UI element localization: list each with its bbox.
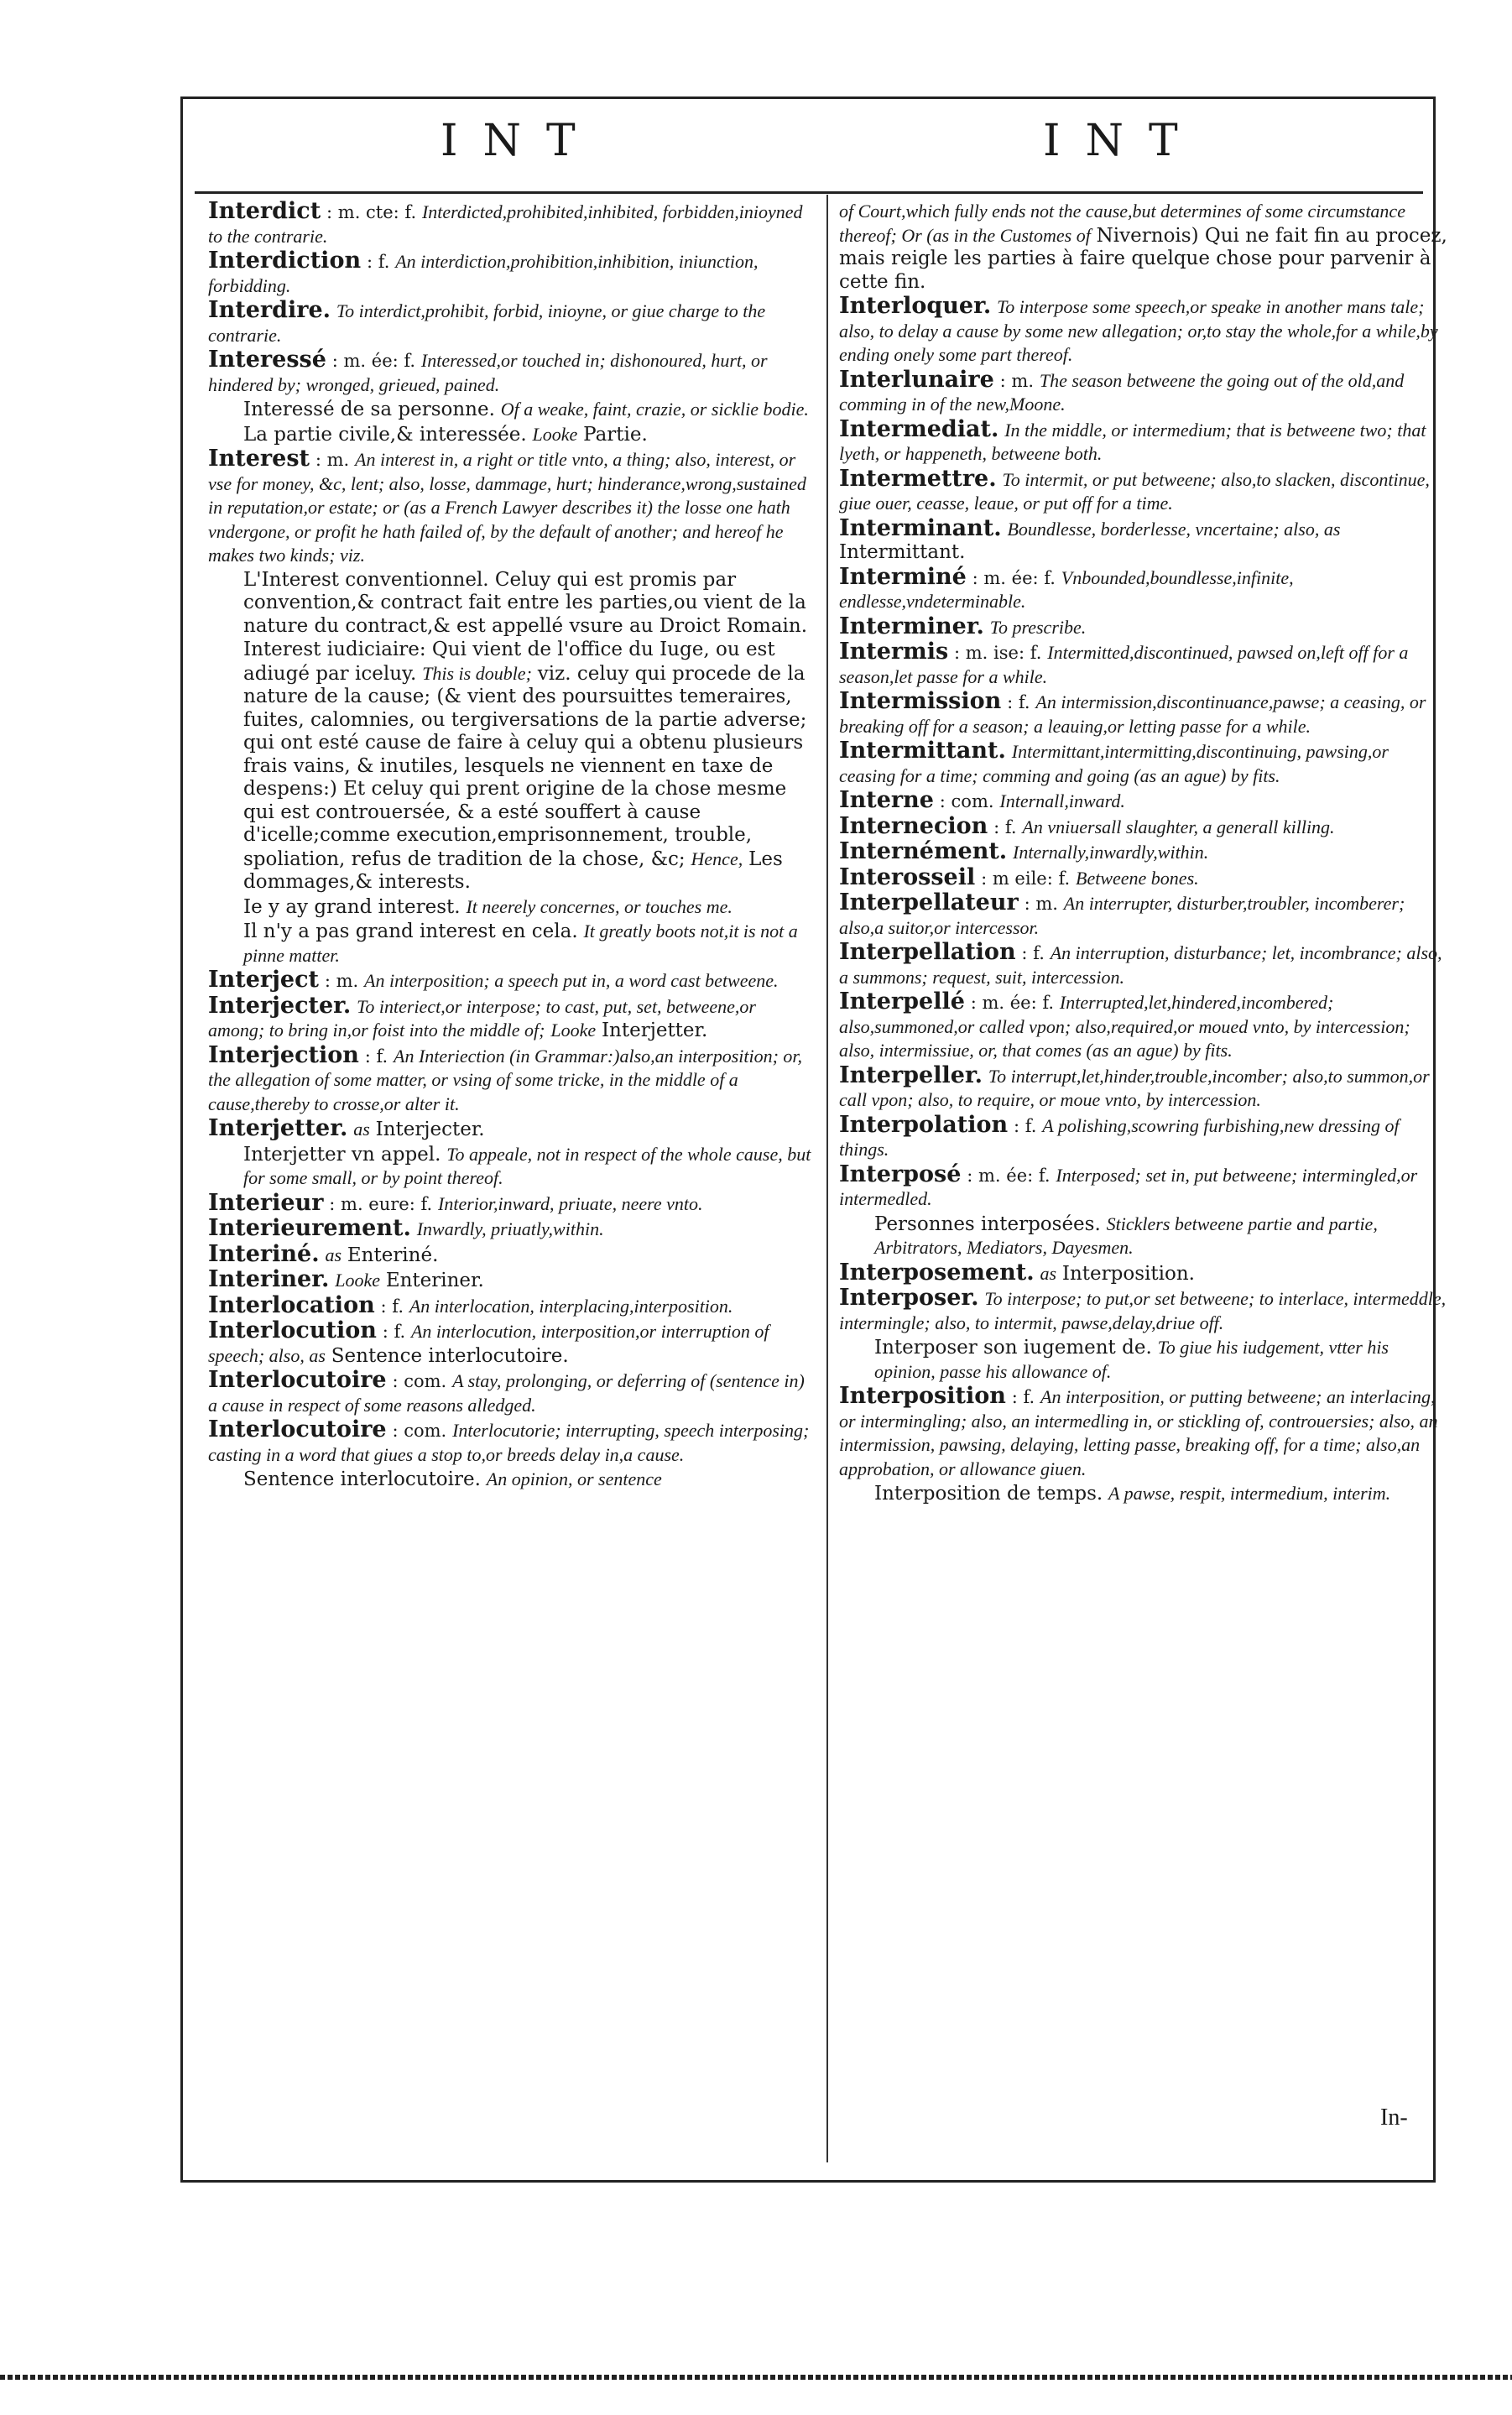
grammatical-info: : f. bbox=[1011, 1387, 1035, 1407]
english-gloss: Betweene bones. bbox=[1076, 867, 1199, 889]
dictionary-entry bbox=[208, 1418, 816, 1467]
headword: Interminer. bbox=[839, 613, 984, 639]
dictionary-entry bbox=[208, 1117, 816, 1142]
grammatical-info: : m. bbox=[1024, 894, 1058, 914]
subentry bbox=[208, 1468, 816, 1492]
grammatical-info: : f. bbox=[364, 1046, 388, 1067]
column-divider bbox=[826, 195, 828, 2162]
left-column bbox=[208, 200, 816, 2163]
dictionary-entry bbox=[839, 1061, 1447, 1113]
subentry bbox=[208, 569, 816, 639]
running-head bbox=[180, 107, 1436, 175]
grammatical-info: : f. bbox=[380, 1296, 404, 1317]
headword: Interosseil bbox=[839, 863, 976, 890]
grammatical-info: : m. bbox=[999, 370, 1034, 391]
english-gloss: In the middle, or intermedium; that is betweene two; that lyeth, or happeneth, betweene both. bbox=[839, 419, 1426, 464]
dictionary-entry bbox=[839, 1111, 1447, 1162]
english-gloss: It neerely concernes, or touches me. bbox=[466, 895, 733, 917]
subentry bbox=[839, 1336, 1447, 1384]
dictionary-entry bbox=[839, 840, 1447, 865]
dictionary-entry bbox=[208, 249, 816, 298]
english-gloss: as bbox=[325, 1244, 342, 1265]
grammatical-info: : m. eure: f. bbox=[329, 1193, 433, 1214]
dictionary-entry bbox=[839, 891, 1447, 940]
headword: Intermission bbox=[839, 688, 1002, 714]
headword: Interpellé bbox=[839, 988, 965, 1015]
french-phrase: Interessé de sa personne. bbox=[243, 399, 495, 420]
english-gloss: Hence, bbox=[691, 848, 743, 869]
english-gloss: To interpose some speech,or speake in another mans tale; also, to delay a cause by some new allegation; or,to stay the whole,for a while,by ending onely some part thereof. bbox=[839, 296, 1438, 365]
french-phrase: La partie civile,& interessée. bbox=[243, 423, 527, 446]
cross-ref-target: Interjetter. bbox=[601, 1020, 708, 1041]
headword: Interest bbox=[208, 446, 310, 472]
grammatical-info: : m eile: f. bbox=[981, 868, 1071, 889]
english-gloss: Looke bbox=[335, 1270, 380, 1291]
dictionary-entry bbox=[839, 295, 1447, 368]
french-phrase: Personnes interposées. bbox=[874, 1213, 1101, 1235]
english-gloss: An interrupter, disturber,troubler, incomberer; also,a suitor,or intercessor. bbox=[839, 893, 1405, 938]
english-gloss: An interposition, or putting betweene; an interlacing, or intermingling; also, an intermedling in, or stickling of, controuersies; also, an intermission, pawsing, delaying, letting passe, breaking off, for a time; also,an approbation, or allowance giuen. bbox=[839, 1386, 1438, 1479]
dictionary-entry bbox=[839, 615, 1447, 640]
headword: Interdict bbox=[208, 200, 321, 224]
english-gloss: Interrupted,let,hindered,incombered; also,summoned,or called vpon; also,required,or moued vnto, by intercession; also, intermissiue, or, that comes (as an ague) by fits. bbox=[839, 992, 1410, 1061]
subentry bbox=[839, 1482, 1447, 1506]
french-phrase: Interposer son iugement de. bbox=[874, 1337, 1152, 1359]
english-gloss: Vnbounded,boundlesse,infinite, endlesse,vndeterminable. bbox=[839, 566, 1294, 612]
dictionary-entry bbox=[839, 863, 1447, 891]
headword: Interessé bbox=[208, 347, 326, 373]
headword: Interieurement. bbox=[208, 1215, 411, 1241]
headword: Interposer. bbox=[839, 1285, 979, 1311]
grammatical-info: : m. ée: f. bbox=[970, 993, 1055, 1013]
dictionary-entry bbox=[839, 789, 1447, 814]
english-gloss: Internall,inward. bbox=[999, 790, 1125, 811]
grammatical-info: : f. bbox=[1014, 1115, 1037, 1136]
headword: Interposé bbox=[839, 1161, 962, 1187]
headword: Interieur bbox=[208, 1189, 324, 1216]
cross-ref-target: Sentence interlocutoire. bbox=[331, 1344, 569, 1367]
grammatical-info: : com. bbox=[392, 1371, 447, 1391]
french-phrase: Il n'y a pas grand interest en cela. bbox=[243, 921, 578, 942]
grammatical-info: : f. bbox=[1021, 943, 1045, 963]
english-gloss: Inwardly, priuatly,within. bbox=[416, 1218, 604, 1239]
headword: Interlocutoire bbox=[208, 1367, 387, 1393]
english-gloss: An interposition; a speech put in, a word cast betweene. bbox=[364, 970, 779, 991]
english-gloss: To interpose; to put,or set betweene; to interlace, intermeddle, intermingle; also, to intermit, pawse,delay,driue off. bbox=[839, 1288, 1447, 1333]
english-gloss: Of a weake, faint, crazie, or sicklie bodie. bbox=[500, 399, 809, 420]
english-gloss: An interlocution, interposition,or interruption of speech; also, as bbox=[208, 1321, 769, 1366]
dictionary-entry bbox=[839, 739, 1447, 788]
grammatical-info: : m. cte: f. bbox=[326, 202, 417, 222]
dictionary-entry bbox=[208, 1217, 816, 1242]
dictionary-entry bbox=[208, 1291, 816, 1319]
english-gloss: It greatly boots not,it is not a pinne matter. bbox=[243, 921, 798, 966]
dictionary-entry bbox=[839, 368, 1447, 417]
english-gloss: as bbox=[353, 1119, 370, 1140]
grammatical-info: : m. ée: f. bbox=[972, 567, 1056, 588]
headword: Interminé bbox=[839, 563, 967, 590]
dictionary-entry bbox=[839, 812, 1447, 840]
subentry bbox=[208, 895, 816, 920]
headword: Interlocutoire bbox=[208, 1416, 387, 1442]
running-head-right: INT bbox=[1043, 116, 1203, 166]
headword: Interdire. bbox=[208, 297, 331, 323]
grammatical-info: : m. ise: f. bbox=[954, 643, 1042, 663]
cross-ref-target: Interjecter. bbox=[375, 1119, 485, 1140]
dictionary-entry bbox=[839, 640, 1447, 689]
headword: Interjecter. bbox=[208, 992, 352, 1019]
cross-ref-target: Enteriné. bbox=[347, 1244, 439, 1266]
subentry bbox=[208, 423, 816, 447]
dictionary-entry bbox=[839, 990, 1447, 1063]
headword: Intermis bbox=[839, 639, 949, 665]
headword: Interjetter. bbox=[208, 1115, 348, 1141]
headword: Interject bbox=[208, 967, 319, 993]
english-gloss: Interlocutorie; interrupting, speech interposing; casting in a word that giues a stop to,or breeds delay in,a cause. bbox=[208, 1420, 810, 1465]
headword: Internément. bbox=[839, 838, 1008, 864]
headword: Interiné. bbox=[208, 1240, 320, 1267]
headword: Interloquer. bbox=[839, 293, 992, 319]
english-gloss: Interior,inward, priuate, neere vnto. bbox=[438, 1192, 703, 1214]
dictionary-entry bbox=[839, 415, 1447, 467]
dictionary-entry bbox=[839, 690, 1447, 738]
headword: Interlunaire bbox=[839, 366, 994, 393]
dictionary-entry bbox=[839, 1163, 1447, 1212]
english-gloss: Interdicted,prohibited,inhibited, forbidden,inioyned to the contrarie. bbox=[208, 201, 803, 247]
subentry bbox=[208, 398, 816, 422]
english-gloss: An interdiction,prohibition,inhibition, iniunction, forbidding. bbox=[208, 251, 759, 296]
english-gloss: To interrupt,let,hinder,trouble,incomber; also,to summon,or call vpon; also, to require, or moue vnto, by intercession. bbox=[839, 1065, 1430, 1110]
french-phrase: Interjetter vn appel. bbox=[243, 1143, 441, 1166]
english-gloss: Interessed,or touched in; dishonoured, hurt, or hindered by; wronged, grieued, pained. bbox=[208, 350, 768, 395]
header-rule bbox=[195, 191, 1423, 194]
headword: Interiner. bbox=[208, 1266, 330, 1292]
english-gloss: Boundlesse, borderlesse, vncertaine; also, as bbox=[1007, 518, 1341, 540]
grammatical-info: : com. bbox=[939, 791, 994, 811]
french-text: Partie. bbox=[583, 423, 648, 446]
headword: Interlocution bbox=[208, 1317, 377, 1343]
grammatical-info: : com. bbox=[392, 1421, 447, 1441]
english-gloss: An interruption, disturbance; let, incombrance; also, a summons; request, suit, intercession. bbox=[839, 942, 1442, 988]
headword: Internecion bbox=[839, 812, 988, 839]
english-gloss: To giue his iudgement, vtter his opinion, passe his allowance of. bbox=[874, 1337, 1389, 1382]
english-gloss: An intermission,discontinuance,pawse; a ceasing, or breaking off for a season; a leauing,or letting passe for a while. bbox=[839, 691, 1426, 737]
grammatical-info: : f. bbox=[382, 1322, 406, 1342]
dictionary-entry bbox=[208, 200, 816, 248]
dictionary-entry bbox=[839, 514, 1447, 565]
french-text: Les dommages,& interests. bbox=[243, 848, 783, 893]
grammatical-info: : m. ée: f. bbox=[331, 351, 416, 371]
subentry bbox=[839, 1213, 1447, 1260]
english-gloss: Intermitted,discontinued, pawsed on,left off for a season,let passe for a while. bbox=[839, 642, 1409, 687]
english-gloss: Interposed; set in, put betweene; intermingled,or intermedled. bbox=[839, 1164, 1418, 1209]
headword: Interminant. bbox=[839, 514, 1002, 541]
dictionary-entry bbox=[208, 994, 816, 1043]
dictionary-entry bbox=[839, 1261, 1447, 1286]
english-gloss: To interiect,or interpose; to cast, put, set, betweene,or among; to bring in,or foist into the middle of; bbox=[208, 995, 756, 1041]
french-phrase: Ie y ay grand interest. bbox=[243, 895, 461, 918]
english-gloss: Sticklers betweene partie and partie, Arbitrators, Mediators, Dayesmen. bbox=[874, 1213, 1378, 1258]
subentry bbox=[208, 639, 816, 895]
subentry bbox=[208, 1143, 816, 1191]
english-gloss: The season betweene the going out of the old,and comming in of the new,Moone. bbox=[839, 369, 1405, 415]
dictionary-entry bbox=[208, 447, 816, 568]
headword: Interposition bbox=[839, 1383, 1006, 1409]
catchword: In- bbox=[1380, 2105, 1408, 2131]
cross-ref-target: Enteriner. bbox=[385, 1270, 484, 1291]
grammatical-info: : f. bbox=[1007, 692, 1030, 712]
dictionary-entry bbox=[839, 200, 1447, 294]
grammatical-info: : f. bbox=[366, 252, 390, 272]
english-gloss: Looke bbox=[532, 423, 578, 445]
dictionary-entry bbox=[208, 1240, 816, 1268]
english-gloss: A polishing,scowring furbishing,new dressing of things. bbox=[839, 1114, 1400, 1160]
headword: Intermediat. bbox=[839, 415, 999, 442]
dictionary-entry bbox=[208, 299, 816, 347]
headword: Interlocation bbox=[208, 1291, 375, 1318]
english-gloss: Internally,inwardly,within. bbox=[1013, 842, 1209, 863]
headword: Interne bbox=[839, 787, 934, 813]
dictionary-entry bbox=[839, 941, 1447, 989]
english-gloss: An interlocation, interplacing,interposition. bbox=[409, 1295, 733, 1317]
dictionary-entry bbox=[208, 1041, 816, 1117]
dictionary-entry bbox=[208, 348, 816, 397]
cross-ref-target: Interposition. bbox=[1061, 1262, 1195, 1285]
scan-edge bbox=[0, 2375, 1512, 2380]
dictionary-entry bbox=[839, 1385, 1447, 1481]
english-gloss: of Court,which fully ends not the cause,but determines of some circumstance thereof; Or (as in the Customes of bbox=[839, 201, 1405, 246]
dictionary-entry bbox=[208, 968, 816, 994]
cross-ref-label: Looke bbox=[550, 1020, 597, 1041]
english-gloss: To prescribe. bbox=[989, 616, 1087, 638]
subentry bbox=[208, 920, 816, 968]
headword: Interposement. bbox=[839, 1259, 1035, 1286]
english-gloss: An opinion, or sentence bbox=[486, 1468, 662, 1489]
english-gloss: An interest in, a right or title vnto, a thing; also, interest, or vse for money, &c, lent; also, losse, dammage, hurt; hinderance,wrong,sustained in reputation,or estate; or (as a French Lawyer describes it) the losse one hath vndergone, or profit he hath failed of, by the default of another; and hereof he makes two kinds; viz. bbox=[208, 449, 806, 566]
dictionary-entry bbox=[208, 1189, 816, 1217]
grammatical-info: : f. bbox=[993, 816, 1017, 837]
dictionary-entry bbox=[208, 1268, 816, 1293]
dictionary-entry bbox=[208, 1319, 816, 1368]
french-text: viz. celuy qui procede de la nature de la cause; (& vient des poursuittes temeraires, fuites, calomnies, ou tergiversations de la partie adverse; qui ont esté cause de faire à celuy qui a obtenu plusieurs frais vains, & inutiles, lesquels ne viennent en taxe de despens:) Et celuy qui prent origine de la chose mesme qui est controuersée, & a esté souffert à cause d'icelle;comme execution,emprisonnement, trouble, spoliation, refus de tradition de la chose, &c; bbox=[243, 662, 807, 870]
french-phrase: Sentence interlocutoire. bbox=[243, 1468, 481, 1490]
headword: Intermittant. bbox=[839, 738, 1006, 764]
dictionary-entry bbox=[839, 1286, 1447, 1335]
headword: Interjection bbox=[208, 1041, 359, 1068]
english-gloss: To intermit, or put betweene; also,to slacken, discontinue, giue ouer, ceasse, leaue, or put off for a time. bbox=[839, 468, 1430, 514]
french-phrase: Interest iudiciaire: Qui vient de l'office du Iuge, ou est adiugé par iceluy. bbox=[243, 639, 775, 685]
english-gloss: Intermittant,intermitting,discontinuing, pawsing,or ceasing for a time; comming and going (as an ague) by fits. bbox=[839, 741, 1389, 786]
english-gloss: A pawse, respit, intermedium, interim. bbox=[1108, 1483, 1391, 1504]
french-phrase: Interposition de temps. bbox=[874, 1483, 1103, 1505]
english-gloss: To interdict,prohibit, forbid, inioyne, or giue charge to the contrarie. bbox=[208, 300, 766, 346]
english-gloss: An vniuersall slaughter, a generall killing. bbox=[1022, 816, 1335, 837]
headword: Interpolation bbox=[839, 1111, 1009, 1138]
dictionary-entry bbox=[839, 467, 1447, 516]
english-gloss: To appeale, not in respect of the whole cause, but for some small, or by point thereof. bbox=[243, 1143, 811, 1188]
headword: Interdiction bbox=[208, 248, 362, 274]
dictionary-entry bbox=[208, 1369, 816, 1417]
cross-ref-target: Intermittant. bbox=[839, 541, 966, 563]
french-text: Nivernois) Qui ne fait fin au procez, mais reigle les parties à faire quelque chose pour parvenir à cette fin. bbox=[839, 224, 1447, 293]
headword: Intermettre. bbox=[839, 465, 997, 492]
english-gloss: This is double; bbox=[422, 662, 532, 684]
grammatical-info: : m. ée: f. bbox=[967, 1165, 1051, 1186]
running-head-left: INT bbox=[441, 116, 601, 166]
english-gloss: An Interiection (in Grammar:)also,an interposition; or, the allegation of some matter, or vsing of some tricke, in the middle of a cause,thereby to crosse,or alter it. bbox=[208, 1045, 803, 1114]
grammatical-info: : m. bbox=[324, 971, 359, 991]
headword: Interpellateur bbox=[839, 889, 1019, 915]
dictionary-entry bbox=[839, 563, 1447, 614]
english-gloss: A stay, prolonging, or deferring of (sentence in) a cause in respect of some reasons alledged. bbox=[208, 1370, 805, 1416]
english-gloss: as bbox=[1040, 1262, 1057, 1284]
french-phrase: L'Interest conventionnel. Celuy qui est promis par convention,& contract fait entre les parties,ou vient de la nature du contract,& est appellé vsure au Droict Romain. bbox=[243, 568, 808, 637]
grammatical-info: : m. bbox=[315, 450, 350, 470]
right-column bbox=[839, 200, 1447, 2163]
headword: Interpellation bbox=[839, 939, 1016, 965]
headword: Interpeller. bbox=[839, 1061, 983, 1088]
